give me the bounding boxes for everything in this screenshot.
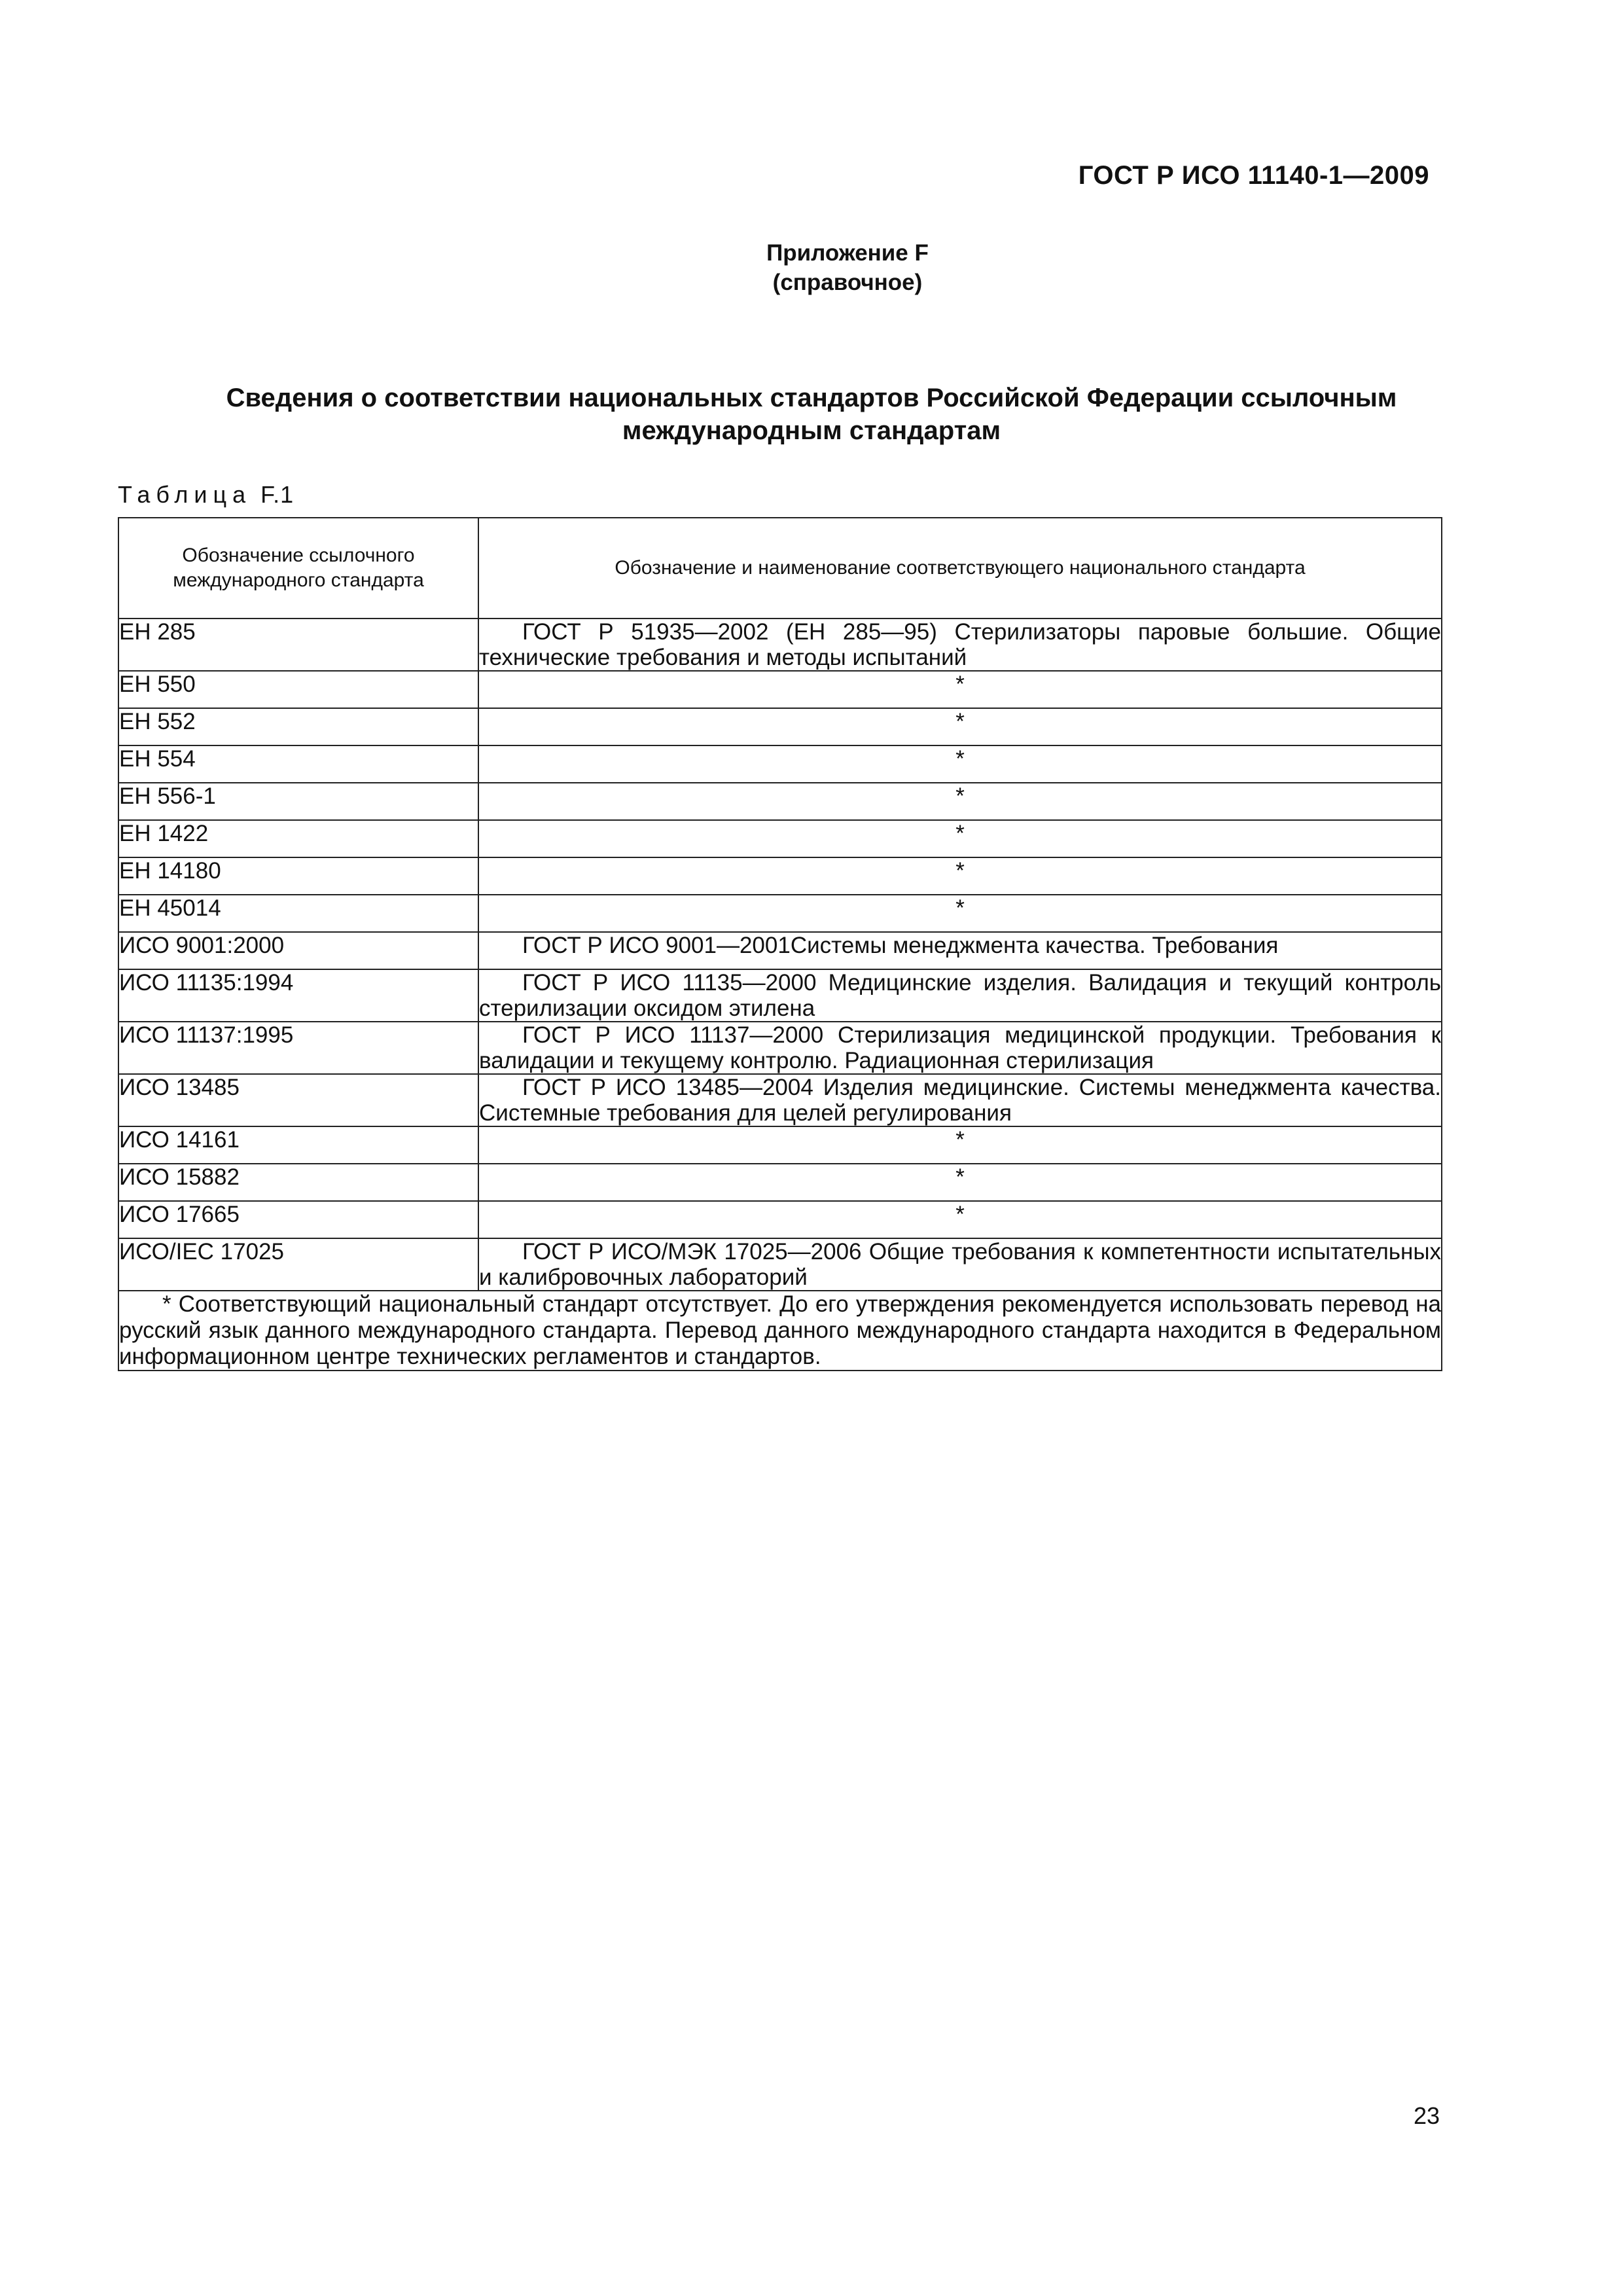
- table-row: [118, 969, 1442, 1022]
- section-title: [118, 382, 1505, 447]
- table-row: [118, 932, 1442, 969]
- national-standard-description: *: [478, 895, 1442, 932]
- table-caption-number: F.1: [260, 481, 294, 508]
- table-row: [118, 783, 1442, 820]
- national-standard-description: *: [478, 783, 1442, 820]
- table-row: [118, 745, 1442, 783]
- national-standard-description: ГОСТ Р ИСО 9001—2001Системы менеджмента качества. Требования: [478, 932, 1442, 969]
- table-caption-word: Таблица: [118, 481, 252, 508]
- national-standard-description: *: [478, 820, 1442, 857]
- table-row: [118, 1238, 1442, 1291]
- international-standard-code: ЕН 554: [118, 745, 478, 783]
- international-standard-code: ЕН 556-1: [118, 783, 478, 820]
- table-row: [118, 708, 1442, 745]
- international-standard-code: ИСО 13485: [118, 1074, 478, 1126]
- national-standard-description: *: [478, 1201, 1442, 1238]
- table-footnote-row: [118, 1291, 1442, 1371]
- national-standard-description: *: [478, 708, 1442, 745]
- table-row: [118, 895, 1442, 932]
- international-standard-code: ЕН 550: [118, 671, 478, 708]
- appendix-heading: [0, 238, 1623, 297]
- table-row: [118, 1126, 1442, 1164]
- appendix-kind: (справочное): [772, 270, 923, 295]
- international-standard-code: ИСО 11137:1995: [118, 1022, 478, 1074]
- table-row: [118, 1074, 1442, 1126]
- national-standard-description: ГОСТ Р ИСО/МЭК 17025—2006 Общие требования к компетентности испытательных и калибровочных лабораторий: [479, 1239, 1441, 1290]
- header-national-standard: Обозначение и наименование соответствующего национального стандарта: [478, 518, 1442, 619]
- national-standard-description: ГОСТ Р 51935—2002 (ЕН 285—95) Стерилизаторы паровые большие. Общие технические требования и методы испытаний: [479, 619, 1441, 670]
- section-title-line-2: международным стандартам: [622, 416, 1001, 445]
- international-standard-code: ИСО 9001:2000: [118, 932, 478, 969]
- national-standard-description: ГОСТ Р ИСО 13485—2004 Изделия медицинские. Системы менеджмента качества. Системные требования для целей регулирования: [479, 1075, 1441, 1126]
- table-row: [118, 1022, 1442, 1074]
- table-row: [118, 619, 1442, 671]
- international-standard-code: ЕН 552: [118, 708, 478, 745]
- international-standard-code: ЕН 45014: [118, 895, 478, 932]
- international-standard-code: ИСО 14161: [118, 1126, 478, 1164]
- table-footnote: * Соответствующий национальный стандарт отсутствует. До его утверждения рекомендуется использовать перевод на русский язык данного международного стандарта. Перевод данного международного стандарта находится в Федеральном информационном центре технических регламентов и стандартов.: [119, 1291, 1441, 1369]
- standards-table: [118, 517, 1442, 1371]
- national-standard-description: *: [478, 671, 1442, 708]
- appendix-title: Приложение F: [766, 240, 929, 266]
- table-row: [118, 1201, 1442, 1238]
- international-standard-code: ИСО 15882: [118, 1164, 478, 1201]
- international-standard-code: ЕН 285: [118, 619, 478, 671]
- header-international-standard: Обозначение ссылочного международного стандарта: [118, 518, 478, 619]
- international-standard-code: ИСО 11135:1994: [118, 969, 478, 1022]
- table-row: [118, 820, 1442, 857]
- international-standard-code: ИСО 17665: [118, 1201, 478, 1238]
- section-title-line-1: Сведения о соответствии национальных стандартов Российской Федерации ссылочным: [226, 384, 1397, 412]
- national-standard-description: *: [478, 1126, 1442, 1164]
- national-standard-description: ГОСТ Р ИСО 11135—2000 Медицинские изделия. Валидация и текущий контроль стерилизации оксидом этилена: [479, 970, 1441, 1021]
- document-code: ГОСТ Р ИСО 11140-1—2009: [1078, 161, 1429, 190]
- national-standard-description: ГОСТ Р ИСО 11137—2000 Стерилизация медицинской продукции. Требования к валидации и текущему контролю. Радиационная стерилизация: [479, 1022, 1441, 1073]
- national-standard-description: *: [478, 857, 1442, 895]
- national-standard-description: *: [478, 1164, 1442, 1201]
- international-standard-code: ЕН 1422: [118, 820, 478, 857]
- international-standard-code: ИСО/IEC 17025: [118, 1238, 478, 1291]
- table-row: [118, 1164, 1442, 1201]
- international-standard-code: ЕН 14180: [118, 857, 478, 895]
- table-header-row: [118, 518, 1442, 619]
- table-row: [118, 857, 1442, 895]
- table-body: [118, 619, 1442, 1291]
- table-caption: [118, 481, 294, 509]
- national-standard-description: *: [478, 745, 1442, 783]
- table-row: [118, 671, 1442, 708]
- page-number: 23: [1413, 2102, 1440, 2129]
